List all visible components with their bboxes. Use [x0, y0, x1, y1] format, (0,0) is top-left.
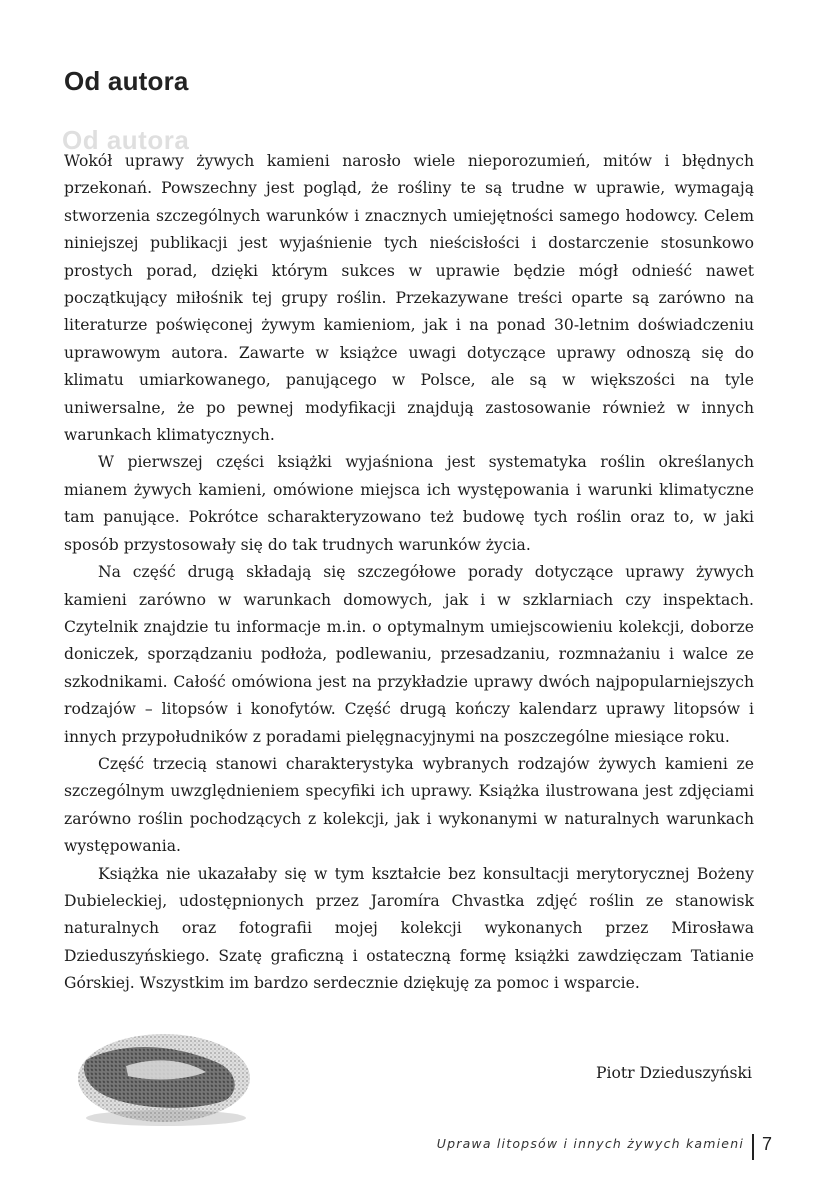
paragraph-intro: Wokół uprawy żywych kamieni narosło wiele nieporozumień, mitów i błędnych przekonań. Powszechny jest pogląd, że rośliny te są trudne w uprawie, wymagają stworzenia szczególnych warunków i znacznych umiejętności samego hodowcy. Celem niniejszej publikacji jest wyjaśnienie tych nieścisłości i dostarczenie stosunkowo prostych porad, dzięki którym sukces w uprawie będzie mógł odnieść nawet początkujący miłośnik tej grupy roślin. Przekazywane treści oparte są zarówno na literaturze poświęconej żywym kamieniom, jak i na ponad 30-letnim doświadczeniu uprawowym autora. Zawarte w książce uwagi dotyczące uprawy odnoszą się do klimatu umiarkowanego, panującego w Polsce, ale są w większości na tyle uniwersalne, że po pewnej modyfikacji znajdują zastosowanie również w innych warunkach klimatycznych. — [64, 152, 754, 445]
paragraph-part-two: Na część drugą składają się szczegółowe porady dotyczące uprawy żywych kamieni zarówno w warunkach domowych, jak i w szklarniach czy inspektach. Czytelnik znajdzie tu informacje m.in. o optymalnym umiejscowieniu kolekcji, doborze doniczek, sporządzaniu podłoża, podlewaniu, przesadzaniu, rozmnażaniu i walce ze szkodnikami. Całość omówiona jest na przykładzie uprawy dwóch najpopularniejszych rodzajów – litopsów i konofytów. Część drugą kończy kalendarz uprawy litopsów i innych przypołudników z poradami pielęgnacyjnymi na poszczególne miesiące roku. — [64, 563, 754, 746]
running-footer-title: Uprawa litopsów i innych żywych kamieni — [436, 1136, 744, 1151]
author-signature: Piotr Dzieduszyński — [595, 1064, 752, 1082]
page-title: Od autora — [64, 66, 189, 96]
paragraph-part-three: Część trzecią stanowi charakterystyka wybranych rodzajów żywych kamieni ze szczególnym uwzględnieniem specyfiki ich uprawy. Książka ilustrowana jest zdjęciami zarówno roślin pochodzących z kolekcji, jak i wykonanymi w naturalnych warunkach występowania. — [64, 754, 754, 856]
living-stone-icon — [66, 1000, 256, 1130]
paragraph-part-one: W pierwszej części książki wyjaśniona jest systematyka roślin określanych mianem żywych kamieni, omówione miejsca ich występowania i warunki klimatyczne tam panujące. Pokrótce scharakteryzowano też budowę tych roślin oraz to, w jaki sposób przystosowały się do tak trudnych warunków życia. — [64, 453, 754, 554]
show-through-heading: Od autora — [62, 125, 190, 155]
body-text — [64, 148, 754, 998]
footer-divider — [752, 1134, 754, 1160]
page-number: 7 — [762, 1134, 773, 1154]
stone-shadow — [86, 1110, 246, 1126]
page-footer — [0, 1134, 816, 1164]
paragraph-acknowledgements: Książka nie ukazałaby się w tym kształcie bez konsultacji merytorycznej Bożeny Dubieleckiej, udostępnionych przez Jaromíra Chvastka zdjęć roślin ze stanowisk naturalnych oraz fotografii mojej kolekcji wykonanych przez Mirosława Dzieduszyńskiego. Szatę graficzną i ostateczną formę książki zawdzięczam Tatianie Górskiej. Wszystkim im bardzo serdecznie dziękuję za pomoc i wsparcie. — [64, 864, 754, 993]
